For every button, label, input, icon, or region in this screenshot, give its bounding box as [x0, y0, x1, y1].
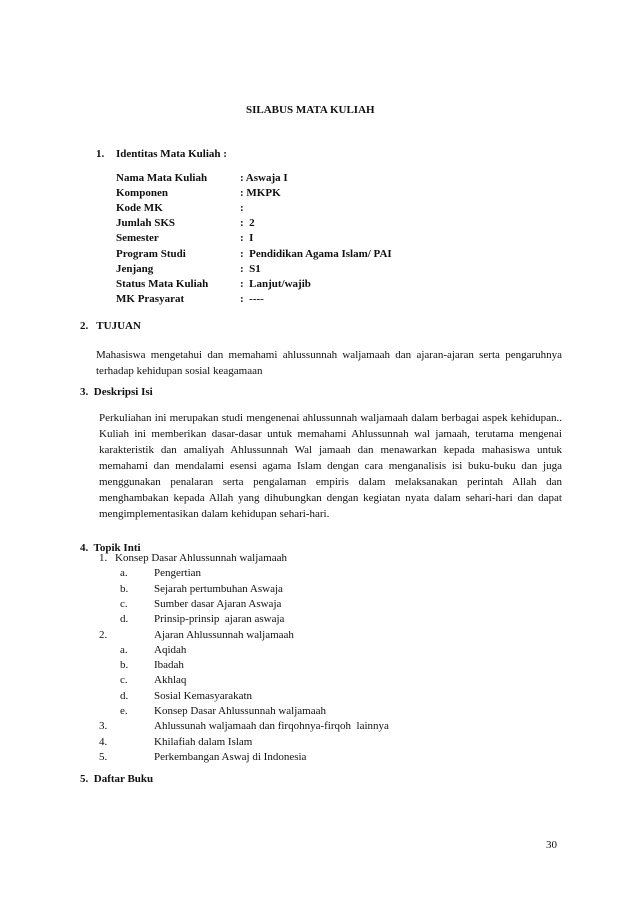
topik-item-text: Sumber dasar Ajaran Aswaja: [154, 597, 282, 610]
topik-item-number: b.: [120, 582, 129, 595]
topik-item-text: Konsep Dasar Ahlussunnah waljamaah: [154, 705, 326, 717]
topik-item-number: a.: [120, 643, 128, 656]
identitas-value: : ----: [240, 292, 264, 305]
topik-item-text: Pengertian: [154, 567, 202, 580]
topik-item-number: d.: [120, 613, 129, 626]
identitas-heading: Identitas Mata Kuliah :: [116, 148, 227, 160]
topik-item-text: Ajaran Ahlussunnah waljamaah: [154, 628, 294, 641]
identitas-value: : 2: [240, 217, 255, 230]
tujuan-heading: 2. TUJUAN: [80, 320, 141, 332]
identitas-heading-number: 1.: [96, 148, 105, 160]
identitas-label: Komponen: [116, 187, 168, 200]
topik-item-number: 1.: [99, 552, 108, 564]
tujuan-text: Mahasiswa mengetahui dan memahami ahlussunnah waljamaah dan ajaran-ajaran serta pengaruhnya terhadap kehidupan sosial keagamaan: [96, 349, 562, 377]
topik-item-number: d.: [120, 689, 129, 702]
topik-item-number: a.: [120, 567, 128, 580]
identitas-label: Semester: [116, 232, 159, 245]
topik-item-text: Khilafiah dalam Islam: [154, 735, 253, 748]
deskripsi-text: Perkuliahan ini merupakan studi mengenenai ahlussunnah waljamaah dalam berbagai aspek kehidupan.. Kuliah ini memberikan dasar-dasar untuk memahami Ahlussunnah wal jamaah, terutama mengenai karakteristik dan amaliyah Ahlussunnah Wal jamaah dan menawarkan kepada mahasiswa untuk memahami dan mendalami esensi agama Islam dengan cara menganalisis isi buku-buku dan juga menggunakan penalaran serta pengalaman empiris dalam melaksanakan perintah Allah dan menghambakan kepada Allah yang dihubungkan dengan kegiatan nyata dalam sehari-hari dan dapat mengimplementasikan dalam kehidupan sehari-hari.: [99, 412, 562, 520]
topik-item-number: 2.: [99, 628, 108, 641]
identitas-value: : I: [240, 232, 254, 245]
topik-item-text: Konsep Dasar Ahlussunnah waljamaah: [115, 552, 287, 564]
topik-item-number: 3.: [99, 720, 108, 733]
deskripsi-heading: 3. Deskripsi Isi: [80, 386, 153, 398]
topik-item-text: Ibadah: [154, 659, 184, 672]
topik-item-text: Perkembangan Aswaj di Indonesia: [154, 750, 307, 763]
identitas-label: Program Studi: [116, 247, 186, 260]
topik-item-number: c.: [120, 674, 128, 687]
identitas-value: : Pendidikan Agama Islam/ PAI: [240, 247, 392, 260]
identitas-value: :: [240, 202, 244, 215]
topik-item-text: Aqidah: [154, 643, 187, 656]
identitas-label: MK Prasyarat: [116, 292, 185, 305]
identitas-label: Kode MK: [116, 202, 163, 215]
topik-item-text: Sosial Kemasyarakatn: [154, 689, 253, 702]
identitas-label: Jenjang: [116, 262, 154, 275]
topik-item-text: Sejarah pertumbuhan Aswaja: [154, 582, 283, 595]
page-number: 30: [546, 839, 557, 851]
topik-heading: 4. Topik Inti: [80, 542, 141, 554]
identitas-label: Status Mata Kuliah: [116, 277, 209, 290]
page-title: SILABUS MATA KULIAH: [246, 104, 375, 116]
topik-item-number: b.: [120, 659, 129, 672]
topik-item-text: Ahlussunah waljamaah dan firqohnya-firqoh lainnya: [154, 720, 389, 733]
identitas-label: Jumlah SKS: [116, 217, 175, 230]
topik-item-text: Prinsip-prinsip ajaran aswaja: [154, 613, 285, 626]
identitas-value: : S1: [240, 262, 261, 275]
topik-item-number: 4.: [99, 735, 108, 748]
topik-item-text: Akhlaq: [154, 674, 187, 687]
topik-item-number: c.: [120, 597, 128, 610]
identitas-value: : Lanjut/wajib: [240, 277, 311, 290]
topik-item-number: e.: [120, 705, 128, 717]
identitas-value: : Aswaja I: [240, 172, 288, 184]
identitas-label: Nama Mata Kuliah: [116, 172, 208, 184]
daftar-buku-heading: 5. Daftar Buku: [80, 773, 154, 785]
topik-item-number: 5.: [99, 750, 108, 763]
identitas-value: : MKPK: [240, 187, 281, 200]
